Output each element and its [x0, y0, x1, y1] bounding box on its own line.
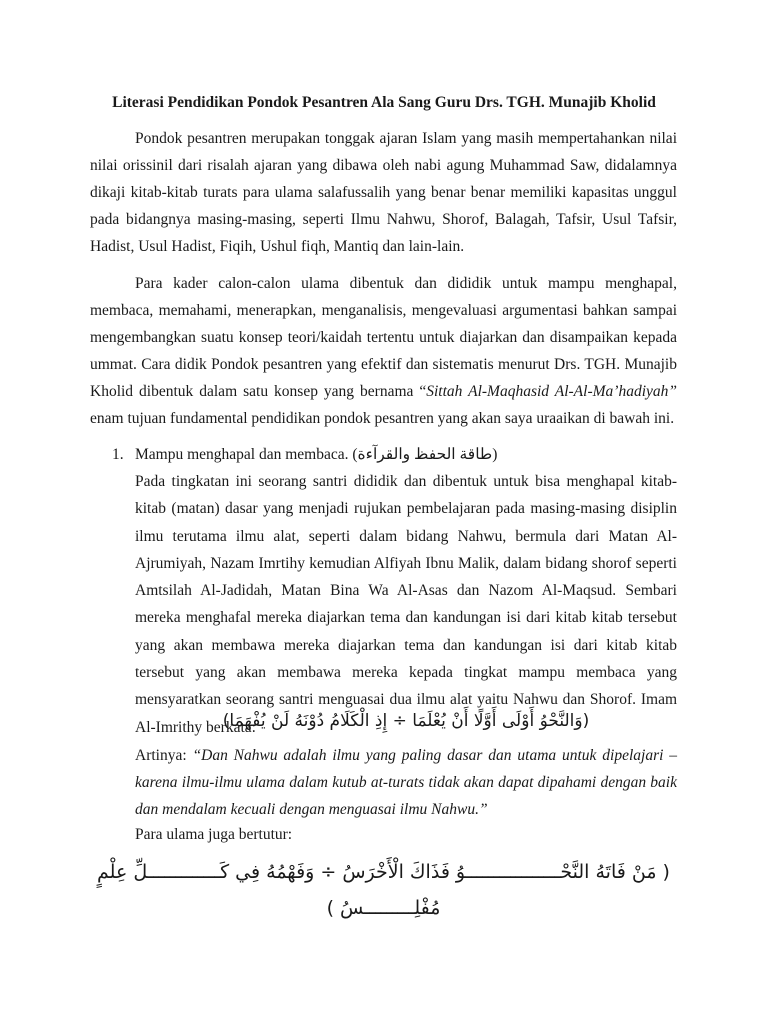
paragraph-intro: Pondok pesantren merupakan tonggak ajaran Islam yang masih mempertahankan nilai nilai orissinil dari risalah ajaran yang dibawa oleh nabi agung Muhammad Saw, didalamnya dikaji kitab-kitab turats para ulama salafussalih yang benar benar memiliki kapasitas unggul pada bidangnya masing-masing, seperti Ilmu Nahwu, Shorof, Balagah, Tafsir, Usul Tafsir, Hadist, Usul Hadist, Fiqih, Ushul fiqh, Mantiq dan lain-lain. [90, 130, 677, 255]
arabic-poem [90, 854, 677, 926]
translation-paragraph [135, 742, 677, 823]
paragraph-cadre-text: Para kader calon-calon ulama dibentuk dan dididik untuk mampu menghapal, membaca, memahami, menerapkan, menganalisis, mengevaluasi argumentasi bahkan sampai mengembangkan suatu konsep teori/kaidah tertentu untuk diajarkan dan disampaikan kepada ummat. Cara didik Pondok pesantren yang efektif dan sistematis menurut Drs. TGH. Munajib Kholid dibentuk dalam satu konsep yang bernama “ [90, 275, 677, 400]
paragraph-cadre-ending: enam tujuan fundamental pendidikan pondok pesantren yang akan saya uraaikan di bawah ini. [90, 410, 675, 427]
list-item-number: 1. [112, 446, 124, 463]
concept-name: Sittah Al-Maqhasid Al-Al-Ma’hadiyah” [426, 383, 677, 400]
arabic-poem-line-2: مُفْلِـــــــــسُ ) [326, 897, 441, 919]
list-item-body: Pada tingkatan ini seorang santri dididik dan dibentuk untuk bisa menghapal kitab-kitab (matan) dasar yang menjadi rujukan pembelajaran pada masing-masing disiplin ilmu terutama ilmu alat, seperti dalam bidang Nahwu, bermula dari Matan Al-Ajrumiyah, Nazam Imrtihy kemudian Alfiyah Ibnu Malik, dalam bidang shorof seperti Amtsilah Al-Jadidah, Matan Bina Wa Al-Asas dan Nazom Al-Maqsud. Sembari mereka menghafal mereka diajarkan tema dan kandungan isi dari kitab kitab tersebut yang akan membawa mereka diajarkan tema dan kandungan isi dari kitab kitab tersebut yang akan membawa mereka kepada tingkat mampu membaca yang mensyaratkan seorang santri menguasai dua ilmu alat yaitu Nahwu dan Shorof. Imam Al-Imrithy berkata: [135, 473, 677, 736]
translation-label: Artinya: [135, 747, 193, 764]
arabic-verse-quote: (وَالنَّحْوُ أَوْلَى أَوَّلًا أَنْ يُعْلَمَا ÷ إِذِ الْكَلَامُ دُوْنَهُ لَنْ يُفْهَمَا) [222, 711, 590, 731]
translation-text: “Dan Nahwu adalah ilmu yang paling dasar dan utama untuk dipelajari – karena ilmu-ilmu ulama dalam kutub at-turats tidak akan dapat dipahami dengan baik dan mendalam kecuali dengan menguasai ilmu Nahwu.” [135, 747, 678, 818]
list-item-heading: Mampu menghapal dan membaca. (طاقة الحفظ والقرآءة) [135, 446, 498, 463]
arabic-poem-line-1: ( مَنْ فَاتَهُ النَّحْـــــــــــــــــوُ فَذَاكَ الْأَخْرَسُ ÷ وَفَهْمُهُ فِي كَـــــــــــــلِّ عِلْمٍ [97, 861, 670, 883]
ulama-saying-intro: Para ulama juga bertutur: [135, 826, 293, 843]
paragraph-cadre [90, 270, 677, 432]
document-title: Literasi Pendidikan Pondok Pesantren Ala Sang Guru Drs. TGH. Munajib Kholid [112, 94, 656, 111]
